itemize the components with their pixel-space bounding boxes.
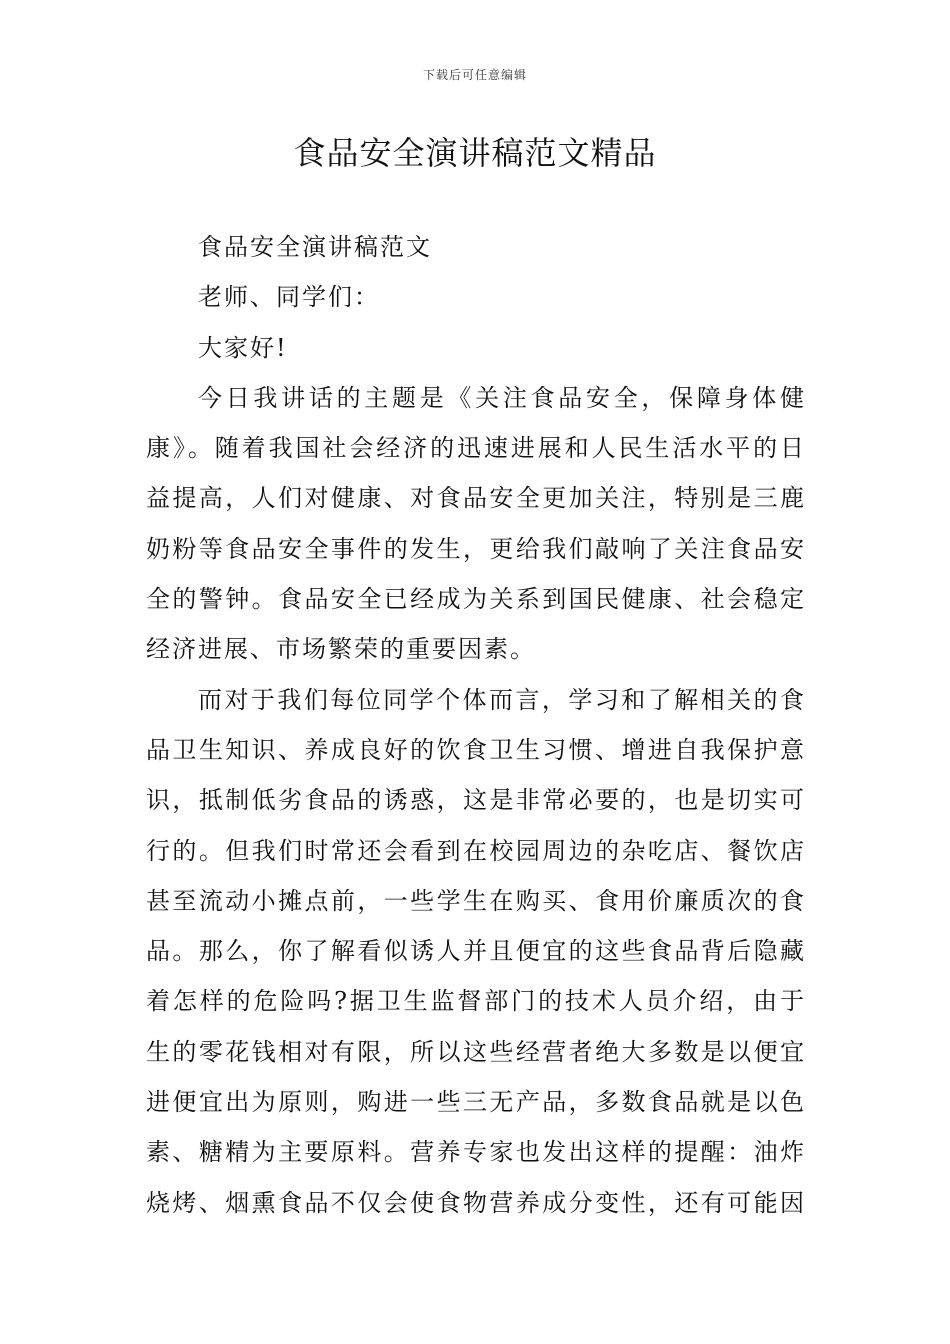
- paragraph-line: 益提高，人们对健康、对食品安全更加关注，特别是三鹿: [146, 484, 806, 513]
- paragraph-line: 而对于我们每位同学个体而言，学习和了解相关的食: [198, 685, 806, 714]
- page-header-note: 下载后可任意编辑: [422, 68, 527, 82]
- paragraph-line-greeting-title: 食品安全演讲稿范文: [198, 233, 432, 261]
- paragraph-line: 甚至流动小摊点前，一些学生在购买、食用价廉质次的食: [146, 886, 806, 915]
- paragraph-line: 康》。随着我国社会经济的迅速进展和人民生活水平的日: [146, 434, 806, 463]
- paragraph-line: 烧烤、烟熏食品不仅会使食物营养成分变性，还有可能因: [146, 1188, 806, 1217]
- document-body: [146, 222, 806, 1228]
- paragraph-line: 全的警钟。食品安全已经成为关系到国民健康、社会稳定: [146, 585, 806, 614]
- paragraph-line: 品。那么，你了解看似诱人并且便宜的这些食品背后隐藏: [146, 937, 806, 966]
- paragraph-line: 识，抵制低劣食品的诱惑，这是非常必要的，也是切实可: [146, 786, 806, 815]
- paragraph-line: 品卫生知识、养成良好的饮食卫生习惯、增进自我保护意: [146, 735, 806, 764]
- paragraph-line: 着怎样的危险吗?据卫生监督部门的技术人员介绍，由于: [146, 987, 806, 1016]
- paragraph-line: 进便宜出为原则，购进一些三无产品，多数食品就是以色: [146, 1088, 806, 1117]
- paragraph-line: 今日我讲话的主题是《关注食品安全，保障身体健: [198, 383, 806, 412]
- paragraph-line: 素、糖精为主要原料。营养专家也发出这样的提醒：油炸: [146, 1138, 806, 1167]
- paragraph-line-hello: 大家好!: [198, 333, 288, 362]
- paragraph-line: 经济进展、市场繁荣的重要因素。: [146, 635, 536, 664]
- paragraph-line: 行的。但我们时常还会看到在校园周边的杂吃店、餐饮店: [146, 836, 806, 865]
- document-title: 食品安全演讲稿范文精品: [293, 134, 657, 172]
- paragraph-line: 奶粉等食品安全事件的发生，更给我们敲响了关注食品安: [146, 534, 806, 563]
- paragraph-line: 生的零花钱相对有限，所以这些经营者绝大多数是以便宜: [146, 1037, 806, 1066]
- paragraph-line-salutation: 老师、同学们：: [198, 283, 380, 312]
